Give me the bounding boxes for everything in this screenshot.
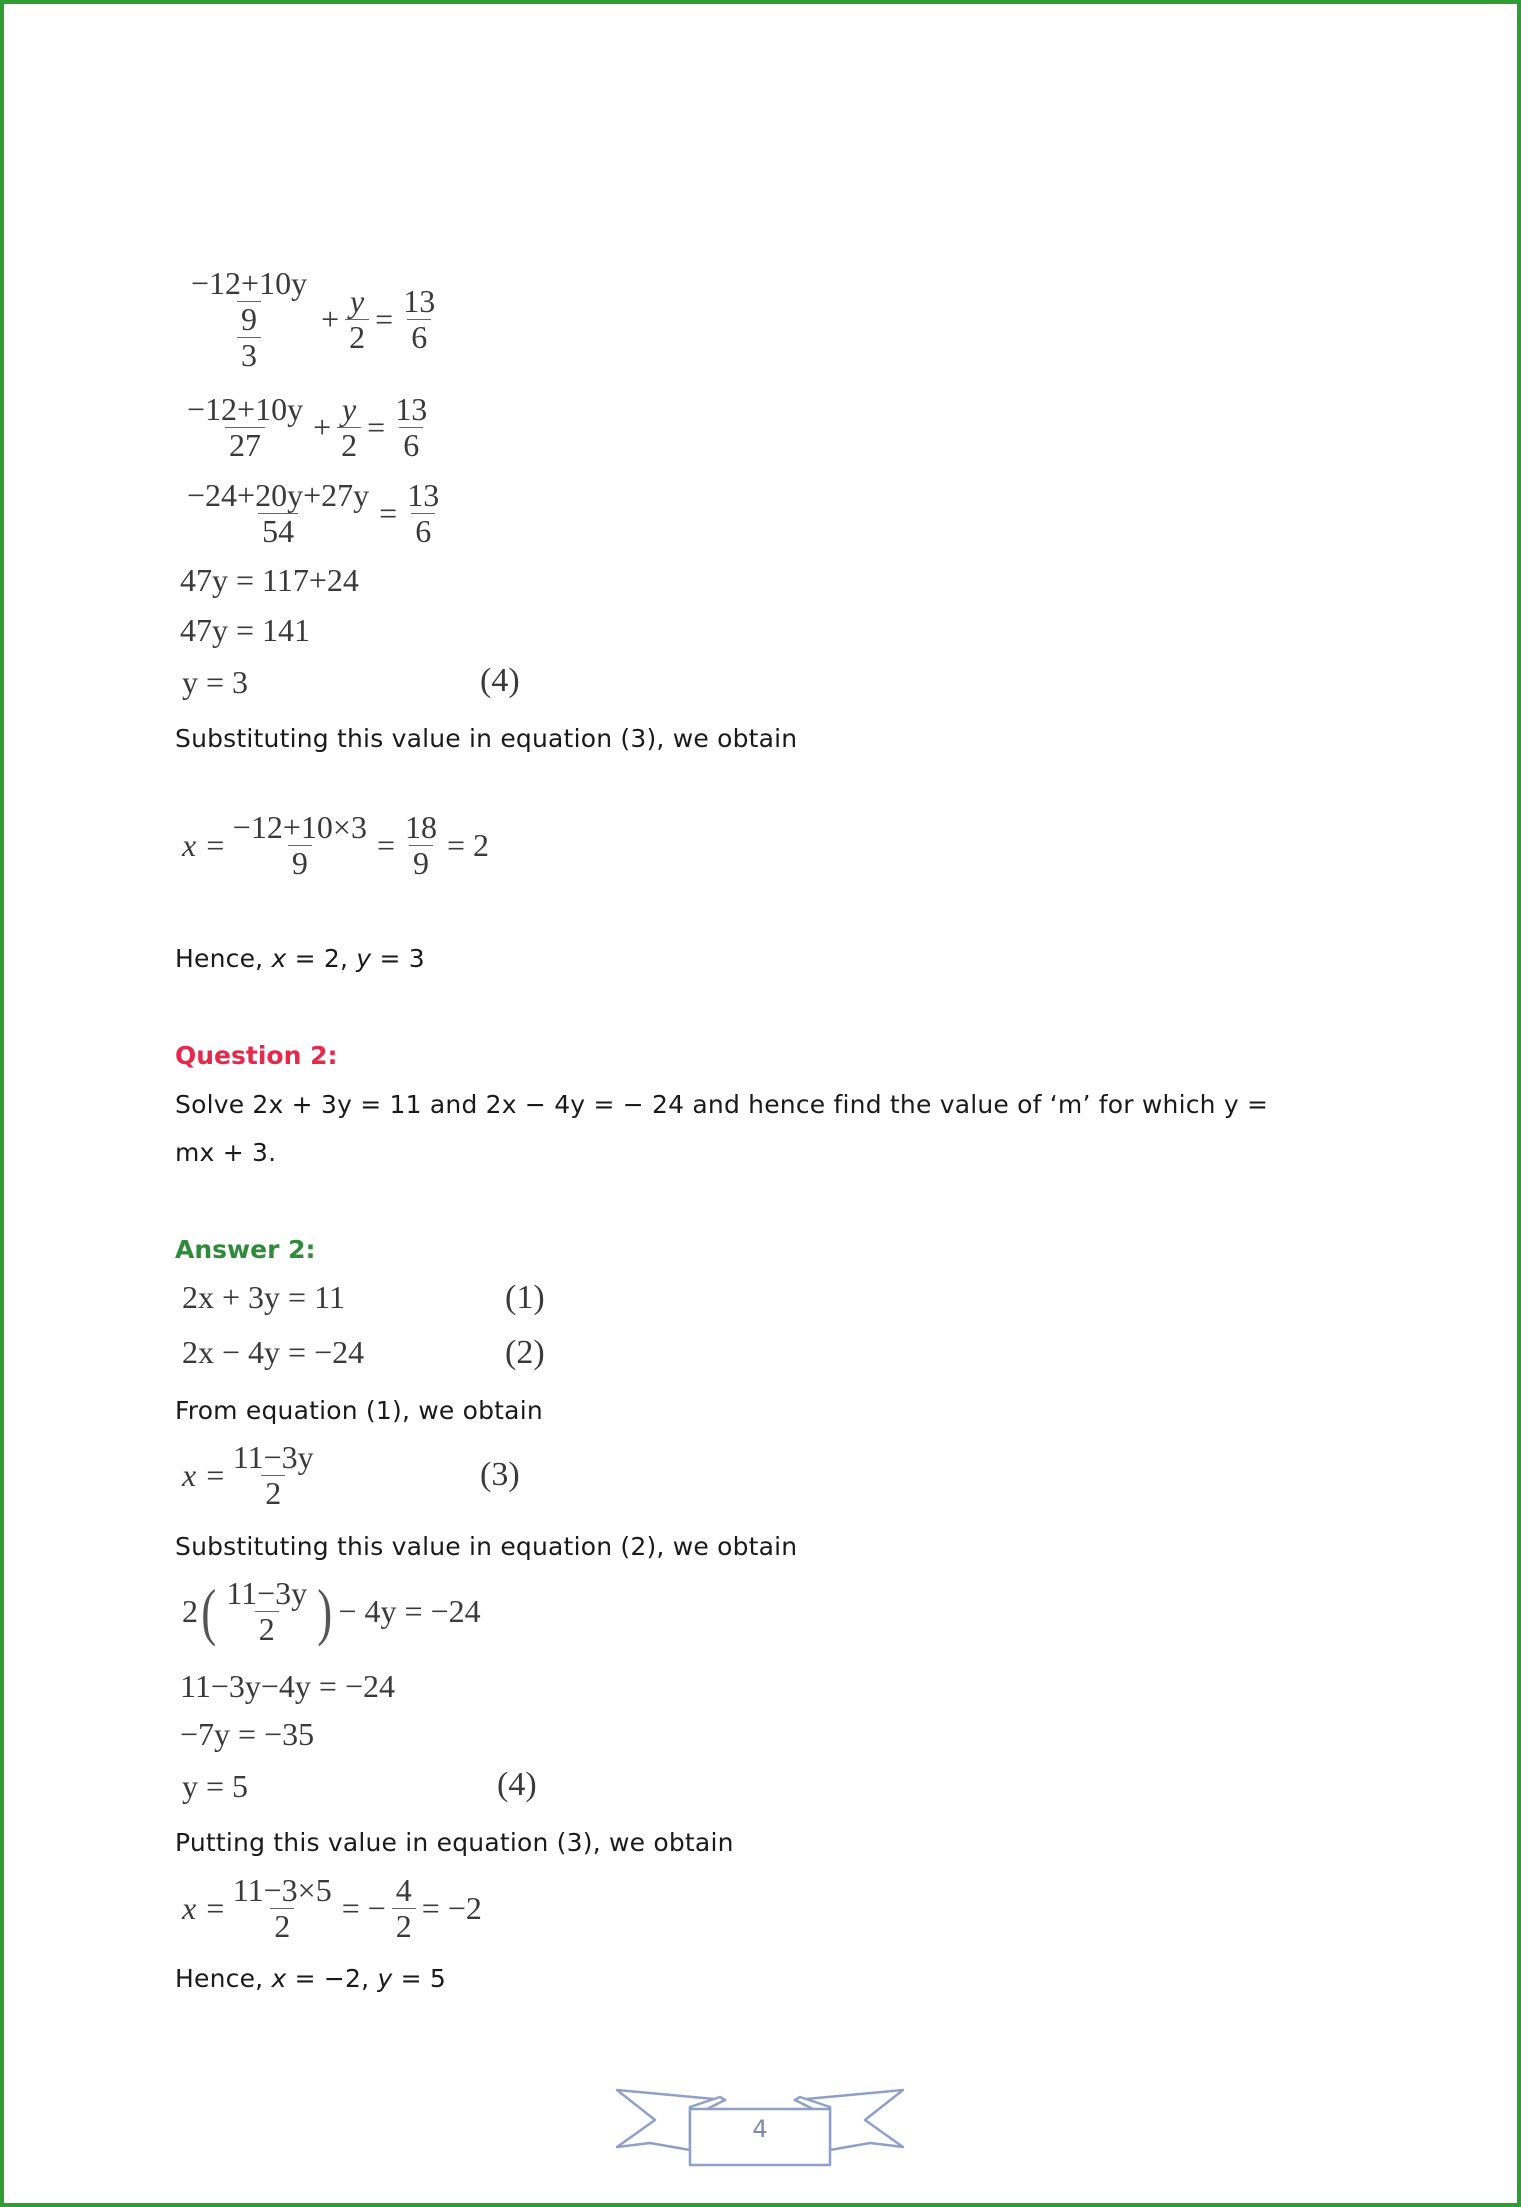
equation-tag-1: (1) [505, 1279, 545, 1316]
page-number-ribbon [615, 2085, 905, 2175]
equation-step-2: $\frac{-12+10y}{27}$ + $\frac{y}{2}$ = $\frac{13}{6}$ [187, 391, 428, 464]
question-heading: Question 2: [175, 1041, 338, 1070]
equation-tag: (4) [480, 662, 520, 699]
equation-1: 2x + 3y = 11 [182, 1279, 345, 1315]
question-text-line-1: Solve 2x + 3y = 11 and 2x − 4y = − 24 and hence find the value of ‘m’ for which y = [175, 1090, 1269, 1119]
hence-result-q2: Hence, x = −2, y = 5 [175, 1964, 446, 1993]
from-equation-text: From equation (1), we obtain [175, 1396, 543, 1425]
x-solution-equation-2: x = $\frac{11-3\times 5}{2}$ = − $\frac{4}{2}$ = −2 [182, 1872, 482, 1945]
equation-tag-2: (2) [505, 1334, 545, 1371]
equation-step-3: $\frac{-24+20y+27y}{54}$ = $\frac{13}{6}$ [187, 477, 440, 550]
equation-2: 2x − 4y = −24 [182, 1334, 365, 1370]
substitute-text-2: Substituting this value in equation (2), we obtain [175, 1532, 798, 1561]
equation-tag-3: (3) [480, 1456, 520, 1493]
equation-step-1: $\frac{\frac{-12+10y}{9}}{3}$ + $\frac{y}{2}$ = $\frac{13}{6}$ [191, 265, 436, 374]
equation-step-4: 47y = 117+24 [180, 562, 359, 598]
answer-heading: Answer 2: [175, 1235, 316, 1264]
page-number: 4 [752, 2115, 768, 2143]
hence-result-q1: Hence, x = 2, y = 3 [175, 944, 425, 973]
equation-substituted: 2 ( $\frac{11-3y}{2}$ ) − 4y = −24 [182, 1575, 481, 1648]
equation-step-6: y = 3 [182, 664, 249, 700]
equation-step-5: 47y = 141 [180, 612, 311, 648]
equation-3: x = $\frac{11-3y}{2}$ [182, 1439, 314, 1512]
substitute-text: Substituting this value in equation (3), we obtain [175, 724, 798, 753]
right-paren-icon: ) [317, 1575, 333, 1647]
putting-text: Putting this value in equation (3), we obtain [175, 1828, 734, 1857]
equation-step-7b: y = 5 [182, 1768, 249, 1804]
equation-step-5b: 11−3y−4y = −24 [180, 1668, 395, 1704]
equation-tag-4: (4) [497, 1766, 537, 1803]
question-text-line-2: mx + 3. [175, 1138, 277, 1167]
x-solution-equation: x = $\frac{-12+10\times 3}{9}$ = $\frac{18}{9}$ = 2 [182, 809, 490, 882]
left-paren-icon: ( [201, 1575, 217, 1647]
equation-step-6b: −7y = −35 [180, 1716, 315, 1752]
